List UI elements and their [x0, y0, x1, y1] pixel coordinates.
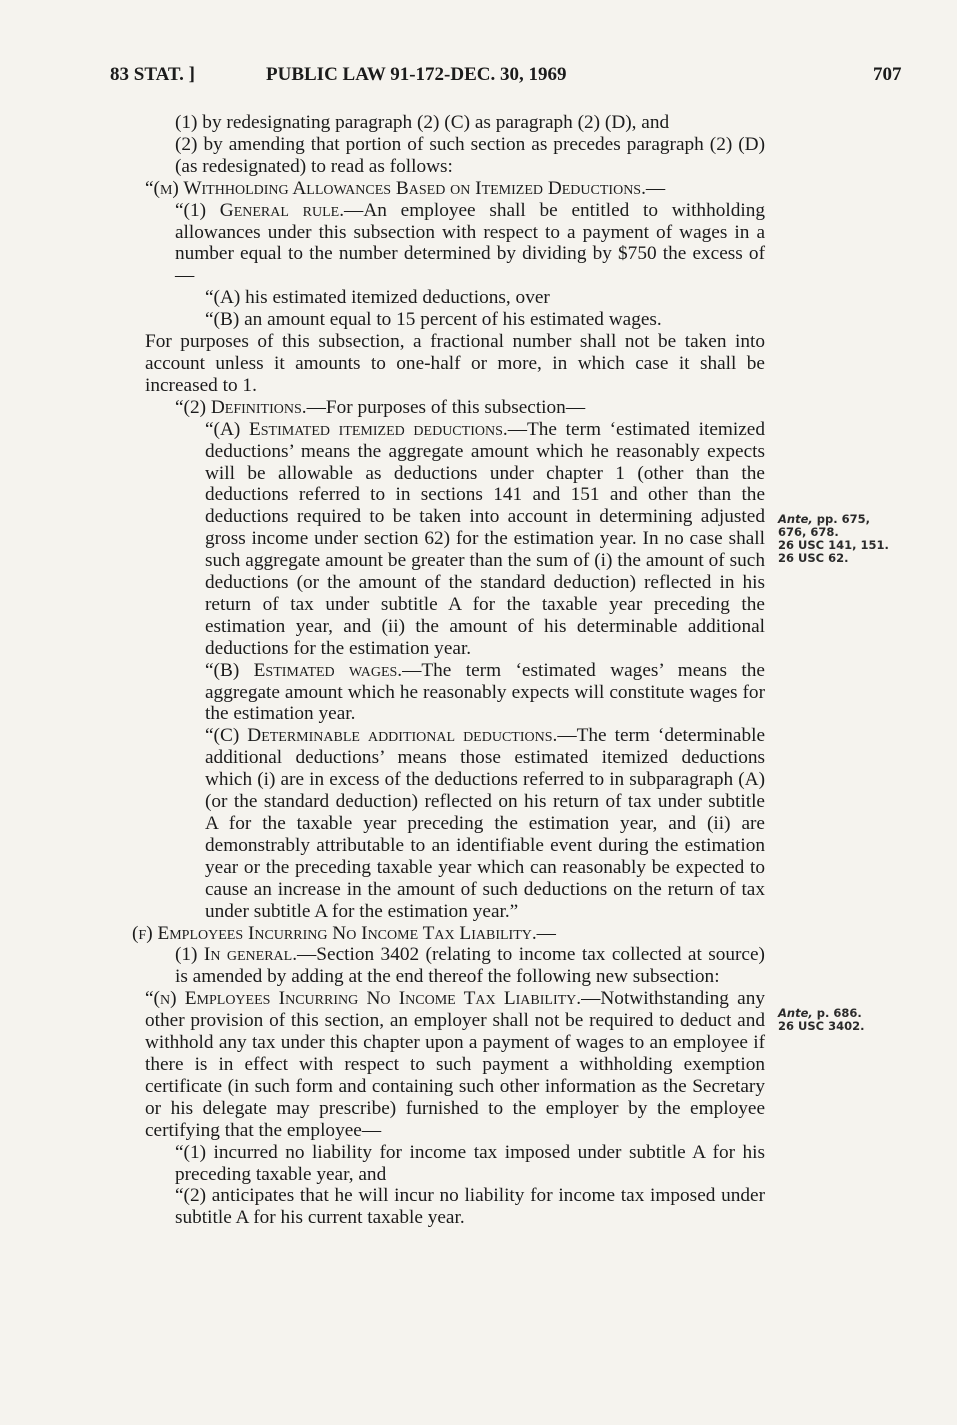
definitions-text: For purposes of this subsection— — [325, 396, 586, 418]
subsection-n-text: Notwithstanding any other provision of this section, an employer shall not be required to deduct and withhold any tax under this chapter upon a payment of wages to an employee if there is in effect with respect to such payment a withholding exemption certificate (in such form and containing such other information as the Secretary or his delegate may prescribe) furnished to the employer by the employee certifying that the employee— — [145, 988, 765, 1141]
margin-note-1-line-3: 26 USC 141, 151. — [778, 538, 889, 552]
in-general-paragraph — [145, 944, 765, 988]
statute-body-text — [132, 112, 765, 1229]
margin-note-1-pages: pp. 675, — [816, 512, 870, 526]
certification-clause-1: “(1) incurred no liability for income tax imposed under subtitle A for his preceding taxable year, and — [175, 1141, 765, 1185]
in-general-heading: (1) In general.— — [175, 944, 317, 966]
margin-note-citations-1 — [778, 513, 889, 565]
amend-clause-1: (1) by redesignating paragraph (2) (C) as paragraph (2) (D), and — [175, 112, 670, 133]
margin-note-1-line-2: 676, 678. — [778, 525, 839, 539]
estimated-wages-definition — [145, 660, 765, 726]
fractional-number-rule: For purposes of this subsection, a fractional number shall not be taken into account unless it amounts to one-half or more, in which case it shall be increased to 1. — [145, 331, 765, 396]
estimated-itemized-deductions-definition — [145, 419, 765, 660]
margin-note-2-ante: Ante, — [778, 1006, 813, 1020]
amend-clause-2: (2) by amending that portion of such section as precedes paragraph (2) (D) (as redesignated) to read as follows: — [175, 133, 765, 177]
definitions-heading: “(2) Definitions.— — [175, 396, 326, 418]
margin-note-2-line-2: 26 USC 3402. — [778, 1019, 865, 1033]
subsection-n-heading: “(n) Employees Incurring No Income Tax Liability.— — [145, 988, 601, 1010]
subsection-n-paragraph — [125, 988, 765, 1141]
statute-volume-ref: 83 STAT. ] — [110, 64, 195, 85]
margin-note-1-line-4: 26 USC 62. — [778, 551, 849, 565]
general-rule-heading: “(1) General rule.— — [175, 199, 364, 221]
margin-note-2-page: p. 686. — [816, 1006, 862, 1020]
general-rule-text: An employee shall be entitled to withholding allowances under this subsection with respect to a payment of wages in a number equal to the number determined by dividing by $750 the excess of— — [175, 199, 765, 287]
determinable-deductions-text: The term ‘determinable additional deductions’ means those estimated itemized deductions which (i) are in excess of the deductions referred to in subparagraph (A) (or the standard deduction) reflected on his return of tax under subtitle A for the taxable year preceding the estimation year, and (ii) are demonstrably attributable to an identifiable event during the estimation year or the preceding taxable year which can reasonably be expected to cause an increase in the amount of such deductions on the return of tax under subtitle A for the estimation year.” — [205, 725, 765, 922]
page-number: 707 — [873, 64, 902, 85]
estimated-itemized-deductions-text: The term ‘estimated itemized deductions’ means the aggregate amount which he reasonably expects will be allowable as deductions under chapter 1 (other than the deductions referred to in sections 141 and 151 and other than the deductions required to be taken into account in determining adjusted gross income under section 62) for the estimation year. In no case shall such aggregate amount be greater than the sum of (i) the amount of such deductions (or the amount of the standard deduction) reflected in his return of tax under subtitle A for the taxable year preceding the estimation year, and (ii) the amount of his determinable additional deductions for the estimation year. — [205, 418, 765, 659]
subsection-m-title: “(m) Withholding Allowances Based on Itemized Deductions.— — [145, 177, 666, 199]
determinable-deductions-definition — [145, 725, 765, 922]
definitions-paragraph — [145, 397, 765, 419]
certification-clause-2: “(2) anticipates that he will incur no liability for income tax imposed under subtitle A for his current taxable year. — [175, 1185, 765, 1229]
clause-a-itemized: “(A) his estimated itemized deductions, over — [205, 287, 550, 309]
margin-note-1-ante: Ante, — [778, 512, 813, 526]
determinable-deductions-heading: “(C) Determinable additional deductions.— — [205, 725, 577, 747]
general-rule-paragraph — [145, 200, 765, 288]
margin-note-citations-2 — [778, 1007, 864, 1033]
in-general-text: Section 3402 (relating to income tax collected at source) is amended by adding at the end thereof the following new subsection: — [175, 944, 765, 988]
estimated-itemized-deductions-heading: “(A) Estimated itemized deductions.— — [205, 418, 527, 440]
estimated-wages-heading: “(B) Estimated wages.— — [205, 659, 422, 681]
subsection-m-heading — [125, 178, 765, 200]
clause-b-percent: “(B) an amount equal to 15 percent of his estimated wages. — [205, 309, 662, 331]
section-f-heading: (f) Employees Incurring No Income Tax Liability.— — [132, 922, 556, 944]
running-header-title: PUBLIC LAW 91-172-DEC. 30, 1969 — [266, 64, 567, 85]
estimated-wages-text: The term ‘estimated wages’ means the aggregate amount which he reasonably expects will constitute wages for the estimation year. — [205, 659, 765, 725]
